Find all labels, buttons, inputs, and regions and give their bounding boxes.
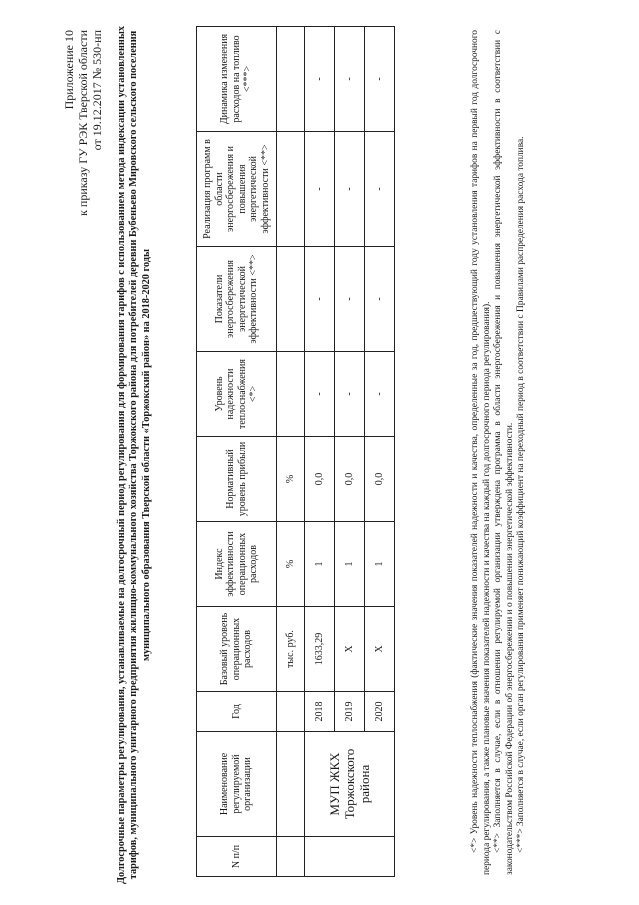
header-row xyxy=(197,27,277,877)
row-num xyxy=(305,837,395,877)
cell-year: 2019 xyxy=(335,692,365,732)
col-header-reliability: Уровень надежности теплоснабжения <*> xyxy=(197,352,277,437)
cell-fuel: - xyxy=(305,27,335,132)
unit-empty xyxy=(277,352,305,437)
cell-year: 2020 xyxy=(365,692,395,732)
cell-fuel: - xyxy=(335,27,365,132)
unit-empty xyxy=(277,692,305,732)
cell-energy: - xyxy=(365,247,395,352)
cell-profit: 0,0 xyxy=(365,437,395,522)
col-header-energy: Показатели энергосбережения энергетической эффективности <**> xyxy=(197,247,277,352)
table-row xyxy=(305,27,335,877)
cell-fuel: - xyxy=(365,27,395,132)
cell-profit: 0,0 xyxy=(305,437,335,522)
footnotes xyxy=(470,30,528,875)
cell-reliability: - xyxy=(305,352,335,437)
col-header-index: Индекс эффективности операционных расходов xyxy=(197,522,277,607)
cell-base: Х xyxy=(335,607,365,692)
footnote: <**> Заполняется в случае, если в отношении регулируемой организации утверждена программа в области энергосбережения и повышения энергетической эффективности в соответствии с законодательством Российской Федерации об энергосбережении и о повышении энергетической эффективности. xyxy=(493,30,515,875)
cell-index: 1 xyxy=(365,522,395,607)
cell-reliability: - xyxy=(365,352,395,437)
cell-base: Х xyxy=(365,607,395,692)
footnote: <***> Заполняется в случае, если орган регулирования применяет понижающий коэффициент на переходный период в соответствии с Правилами распределения расхода топлива. xyxy=(516,136,527,853)
unit-base: тыс. руб. xyxy=(277,607,305,692)
unit-empty xyxy=(277,132,305,247)
units-row xyxy=(277,27,305,877)
unit-index: % xyxy=(277,522,305,607)
col-header-fuel: Динамика изменения расходов на топливо <***> xyxy=(197,27,277,132)
appendix-header xyxy=(62,30,104,216)
unit-profit: % xyxy=(277,437,305,522)
order-date: от 19.12.2017 № 530-нп xyxy=(90,30,104,151)
cell-index: 1 xyxy=(305,522,335,607)
cell-index: 1 xyxy=(335,522,365,607)
unit-empty xyxy=(277,247,305,352)
col-header-year: Год xyxy=(197,692,277,732)
cell-profit: 0,0 xyxy=(335,437,365,522)
order-line: к приказу ГУ РЭК Тверской области xyxy=(76,30,90,216)
footnote: <*> Уровень надежности теплоснабжения (фактические значения показателей надежности и качества, определенные за год, предшествующий году установления тарифов на первый год долгосрочного периода регулирования, а также плановые значения показателей надежности и качества на каждый год долгосрочного периода регулирования). xyxy=(470,30,492,875)
parameters-table xyxy=(196,26,395,877)
unit-empty xyxy=(277,27,305,132)
unit-empty xyxy=(277,732,305,837)
cell-reliability: - xyxy=(335,352,365,437)
col-header-programs: Реализация программ в области энергосбережения и повышения энергетической эффективности <**> xyxy=(197,132,277,247)
col-header-profit: Нормативный уровень прибыли xyxy=(197,437,277,522)
cell-energy: - xyxy=(335,247,365,352)
cell-programs: - xyxy=(335,132,365,247)
cell-energy: - xyxy=(305,247,335,352)
cell-programs: - xyxy=(305,132,335,247)
unit-empty xyxy=(277,837,305,877)
cell-base: 1633,29 xyxy=(305,607,335,692)
col-header-num: N п/п xyxy=(197,837,277,877)
cell-programs: - xyxy=(365,132,395,247)
cell-year: 2018 xyxy=(305,692,335,732)
appendix-label: Приложение 10 xyxy=(62,30,76,110)
col-header-org: Наименование регулируемой организации xyxy=(197,732,277,837)
document-title: Долгосрочные параметры регулирования, устанавливаемые на долгосрочный период регулирования для формирования тарифов с использованием метода индексации установленных тарифов, муниципального унитарного предприятия жилищно-коммунального хозяйства Торжокского района для потребителей деревни Бубеньево Мировского сельского поселения муниципального образования Тверской области «Торжокский район» на 2018-2020 годы xyxy=(116,25,152,885)
organization-name: МУП ЖКХ Торжокского района xyxy=(305,732,395,837)
col-header-base: Базовый уровень операционных расходов xyxy=(197,607,277,692)
